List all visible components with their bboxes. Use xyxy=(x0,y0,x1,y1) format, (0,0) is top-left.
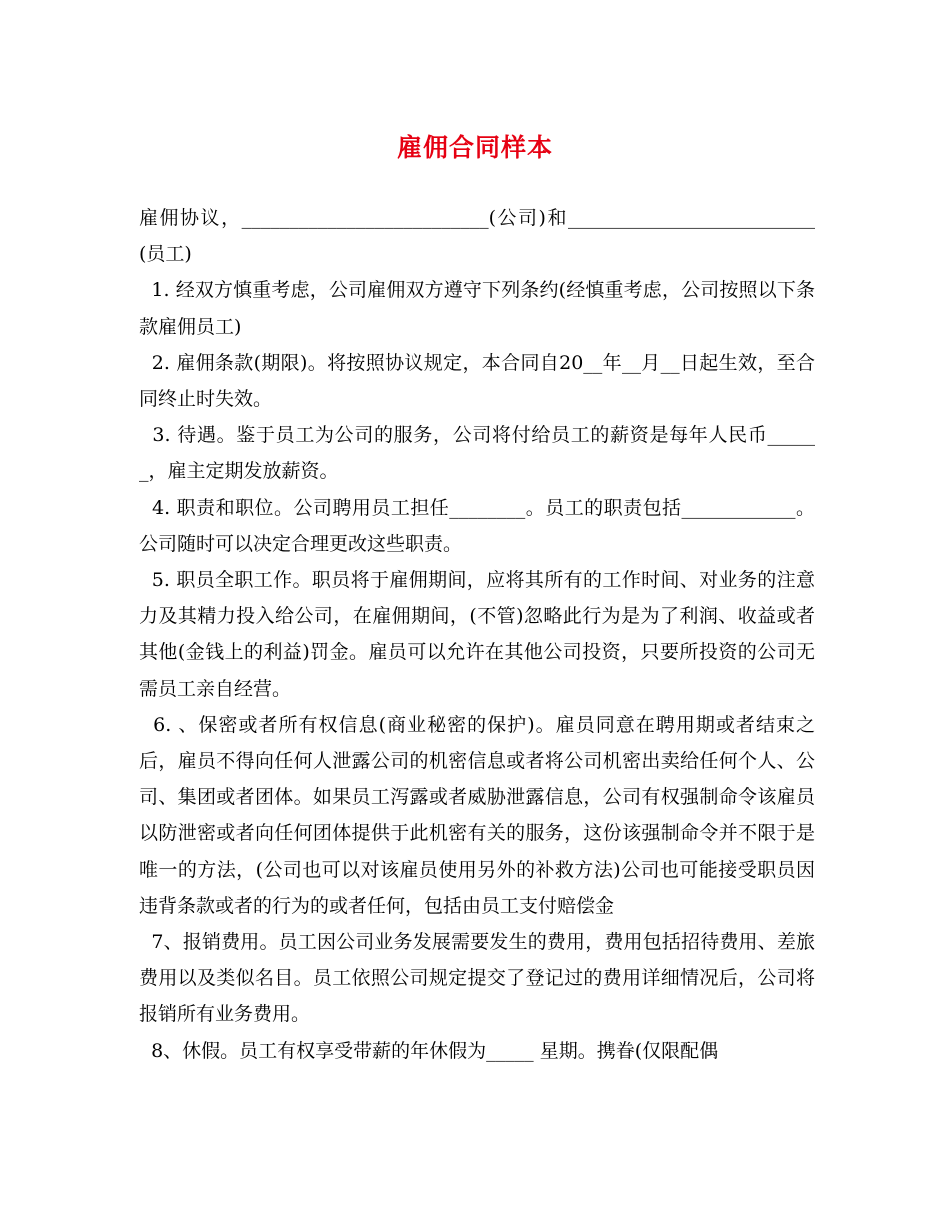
paragraph-clause-6: 6. 、保密或者所有权信息(商业秘密的保护)。雇员同意在聘用期或者结束之后，雇员不得向任何人泄露公司的机密信息或者将公司机密出卖给任何个人、公司、集团或者团体。如果员工泻露或者威胁泄露信息，公司有权强制命令该雇员以防泄密或者向任何团体提供于此机密有关的服务，这份该强制命令并不限于是唯一的方法，(公司也可以对该雇员使用另外的补救方法)公司也可能接受职员因违背条款或者的行为的或者任何，包括由员工支付赔偿金 xyxy=(139,713,815,917)
document-body xyxy=(139,200,815,1069)
paragraph-clause-1: 1. 经双方慎重考虑，公司雇佣双方遵守下列条约(经慎重考虑，公司按照以下条款雇佣员工) xyxy=(139,279,815,338)
paragraph-clause-2: 2. 雇佣条款(期限)。将按照协议规定，本合同自20__年__月__日起生效，至合同终止时失效。 xyxy=(139,351,815,411)
paragraph-clause-4: 4. 职责和职位。公司聘用员工担任________。员工的职责包括____________。公司随时可以决定合理更改这些职责。 xyxy=(139,496,815,555)
paragraph-clause-5: 5. 职员全职工作。职员将于雇佣期间，应将其所有的工作时间、对业务的注意力及其精力投入给公司，在雇佣期间，(不管)忽略此行为是为了利润、收益或者其他(金钱上的利益)罚金。雇员可以允许在其他公司投资，只要所投资的公司无需员工亲自经营。 xyxy=(139,569,815,700)
paragraph-clause-3: 3. 待遇。鉴于员工为公司的服务，公司将付给员工的薪资是每年人民币______，雇主定期发放薪资。 xyxy=(139,424,815,483)
paragraph-clause-8: 8、休假。员工有权享受带薪的年休假为_____ 星期。携眷(仅限配偶 xyxy=(139,1039,719,1062)
paragraph-parties: 雇佣协议，__________________________(公司)和__________________________(员工) xyxy=(139,207,815,266)
paragraph-clause-7: 7、报销费用。员工因公司业务发展需要发生的费用，费用包括招待费用、差旅费用以及类似名目。员工依照公司规定提交了登记过的费用详细情况后，公司将报销所有业务费用。 xyxy=(139,931,815,1026)
document-title: 雇佣合同样本 xyxy=(396,133,553,162)
